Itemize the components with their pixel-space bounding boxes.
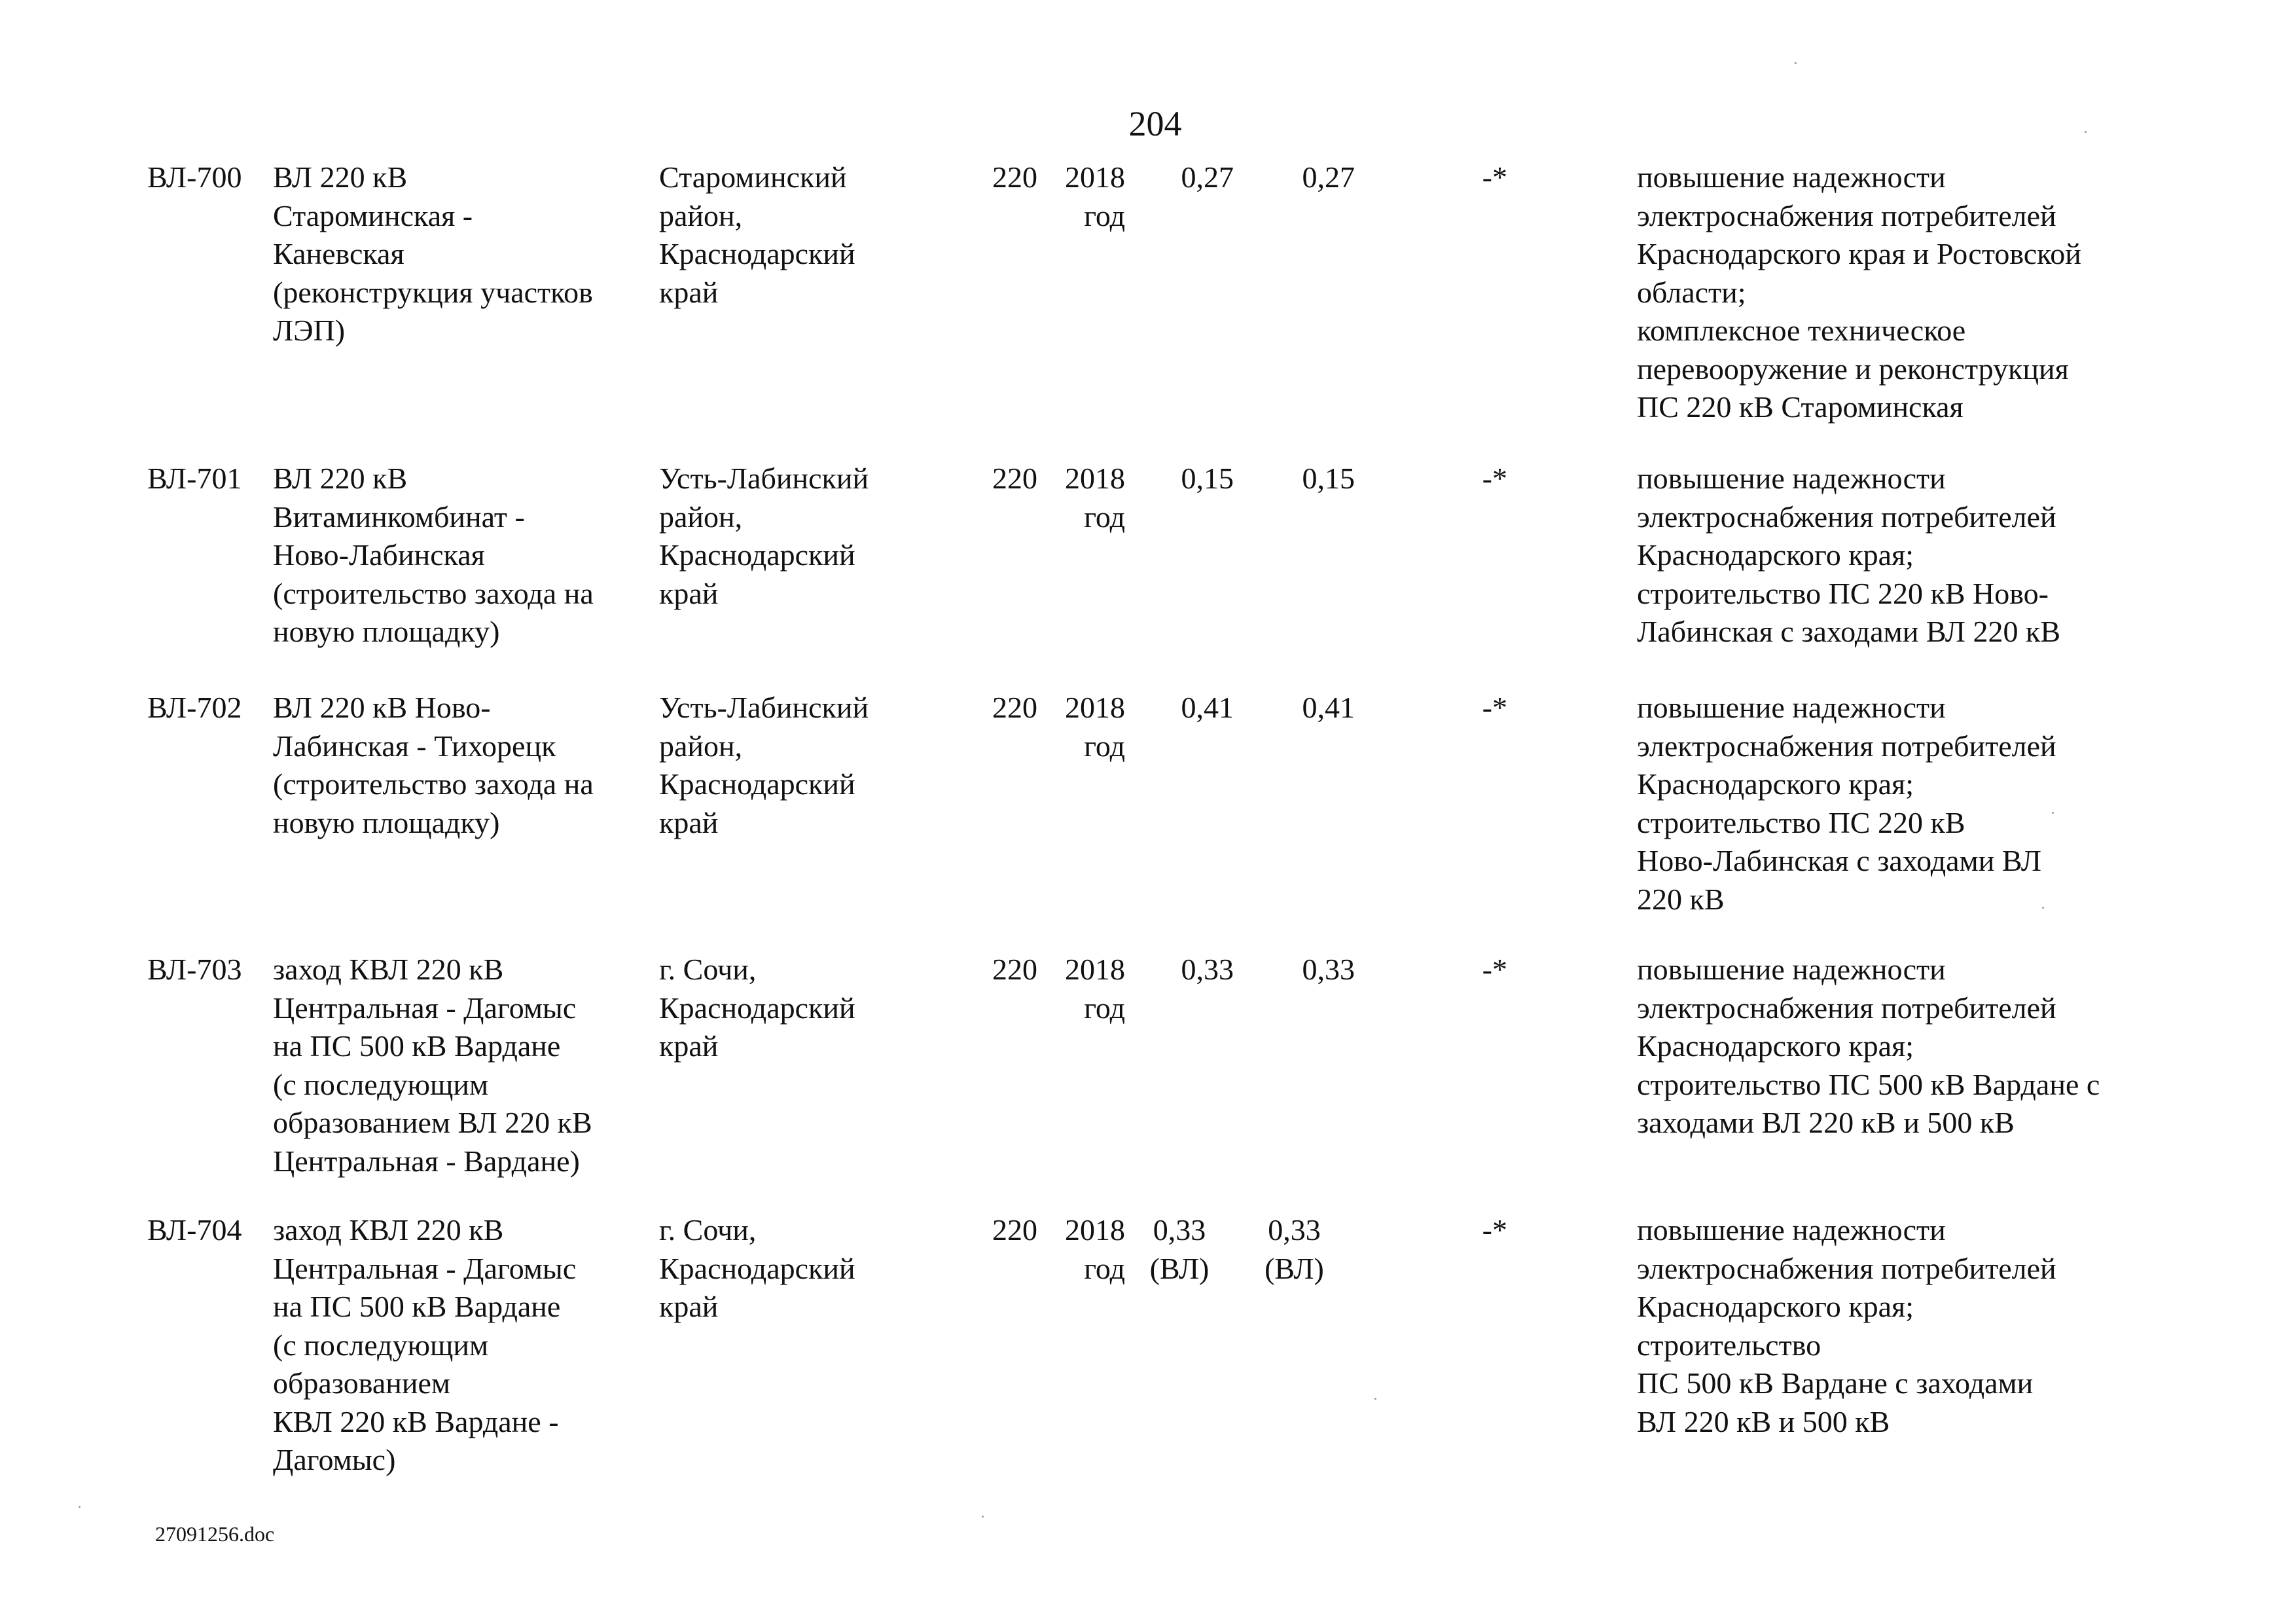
row-year: 2018 год bbox=[1065, 691, 1125, 763]
row-year: 2018 год bbox=[1065, 160, 1125, 232]
row-year: 2018 год bbox=[1065, 1213, 1125, 1285]
row-purpose: повышение надежности электроснабжения потребителей Краснодарского края и Ростовской области; комплексное техническое перевооружение и реконструкция ПС 220 кВ Староминская bbox=[1637, 160, 2081, 424]
row-code: ВЛ-704 bbox=[147, 1213, 242, 1247]
row-mark: -* bbox=[1482, 953, 1507, 986]
row-value-2: 0,27 bbox=[1302, 160, 1355, 194]
row-value-2: 0,41 bbox=[1302, 691, 1355, 724]
row-value-2: 0,33 (ВЛ) bbox=[1265, 1213, 1324, 1285]
scan-speck bbox=[1795, 62, 1797, 64]
row-value-2: 0,15 bbox=[1302, 462, 1355, 495]
row-year: 2018 год bbox=[1065, 462, 1125, 534]
scan-speck bbox=[2042, 907, 2044, 909]
footer-filename: 27091256.doc bbox=[155, 1522, 275, 1546]
row-region: г. Сочи, Краснодарский край bbox=[659, 1213, 855, 1323]
row-mark: -* bbox=[1482, 160, 1507, 194]
row-code: ВЛ-702 bbox=[147, 691, 242, 724]
facility-table bbox=[147, 158, 2163, 1486]
table-row bbox=[147, 1211, 2163, 1486]
row-region: г. Сочи, Краснодарский край bbox=[659, 953, 855, 1063]
row-region: Усть-Лабинский район, Краснодарский край bbox=[659, 691, 869, 839]
page-number: 204 bbox=[1128, 104, 1182, 143]
table-row bbox=[147, 158, 2163, 460]
scan-speck bbox=[79, 1506, 81, 1508]
row-name: ВЛ 220 кВ Витаминкомбинат - Ново-Лабинская (строительство захода на новую площадку) bbox=[273, 462, 594, 648]
row-value-1: 0,41 bbox=[1181, 691, 1234, 724]
row-purpose: повышение надежности электроснабжения потребителей Краснодарского края; строительство ПС 500 кВ Вардане с заходами ВЛ 220 кВ и 500 кВ bbox=[1637, 953, 2100, 1139]
scan-speck bbox=[1374, 1398, 1376, 1400]
row-voltage: 220 bbox=[992, 953, 1037, 986]
row-code: ВЛ-701 bbox=[147, 462, 242, 495]
row-value-1: 0,33 (ВЛ) bbox=[1149, 1213, 1210, 1285]
table-row bbox=[147, 951, 2163, 1211]
row-value-1: 0,15 bbox=[1181, 462, 1234, 495]
row-voltage: 220 bbox=[992, 691, 1037, 724]
row-name: ВЛ 220 кВ Ново- Лабинская - Тихорецк (строительство захода на новую площадку) bbox=[273, 691, 594, 839]
row-mark: -* bbox=[1482, 1213, 1507, 1247]
row-purpose: повышение надежности электроснабжения потребителей Краснодарского края; строительство ПС 220 кВ Ново-Лабинская с заходами ВЛ 220 кВ bbox=[1637, 691, 2056, 916]
row-voltage: 220 bbox=[992, 462, 1037, 495]
row-code: ВЛ-703 bbox=[147, 953, 242, 986]
row-value-2: 0,33 bbox=[1302, 953, 1355, 986]
scan-speck bbox=[982, 1516, 984, 1518]
scan-speck bbox=[2085, 131, 2087, 133]
row-region: Усть-Лабинский район, Краснодарский край bbox=[659, 462, 869, 610]
table-row bbox=[147, 460, 2163, 689]
row-name: ВЛ 220 кВ Староминская - Каневская (реконструкция участков ЛЭП) bbox=[273, 160, 593, 347]
row-purpose: повышение надежности электроснабжения потребителей Краснодарского края; строительство ПС 220 кВ Ново- Лабинская с заходами ВЛ 220 кВ bbox=[1637, 462, 2061, 648]
row-name: заход КВЛ 220 кВ Центральная - Дагомыс на ПС 500 кВ Вардане (с последующим образованием ВЛ 220 кВ Центральная - Вардане) bbox=[273, 953, 592, 1178]
row-purpose: повышение надежности электроснабжения потребителей Краснодарского края; строительство ПС 500 кВ Вардане с заходами ВЛ 220 кВ и 500 кВ bbox=[1637, 1213, 2056, 1438]
row-voltage: 220 bbox=[992, 1213, 1037, 1247]
row-value-1: 0,27 bbox=[1181, 160, 1234, 194]
row-year: 2018 год bbox=[1065, 953, 1125, 1025]
row-value-1: 0,33 bbox=[1181, 953, 1234, 986]
row-mark: -* bbox=[1482, 691, 1507, 724]
scan-speck bbox=[2052, 812, 2054, 814]
row-voltage: 220 bbox=[992, 160, 1037, 194]
row-code: ВЛ-700 bbox=[147, 160, 242, 194]
table-row bbox=[147, 689, 2163, 951]
row-mark: -* bbox=[1482, 462, 1507, 495]
row-name: заход КВЛ 220 кВ Центральная - Дагомыс на ПС 500 кВ Вардане (с последующим образованием КВЛ 220 кВ Вардане - Дагомыс) bbox=[273, 1213, 577, 1476]
row-region: Староминский район, Краснодарский край bbox=[659, 160, 855, 309]
